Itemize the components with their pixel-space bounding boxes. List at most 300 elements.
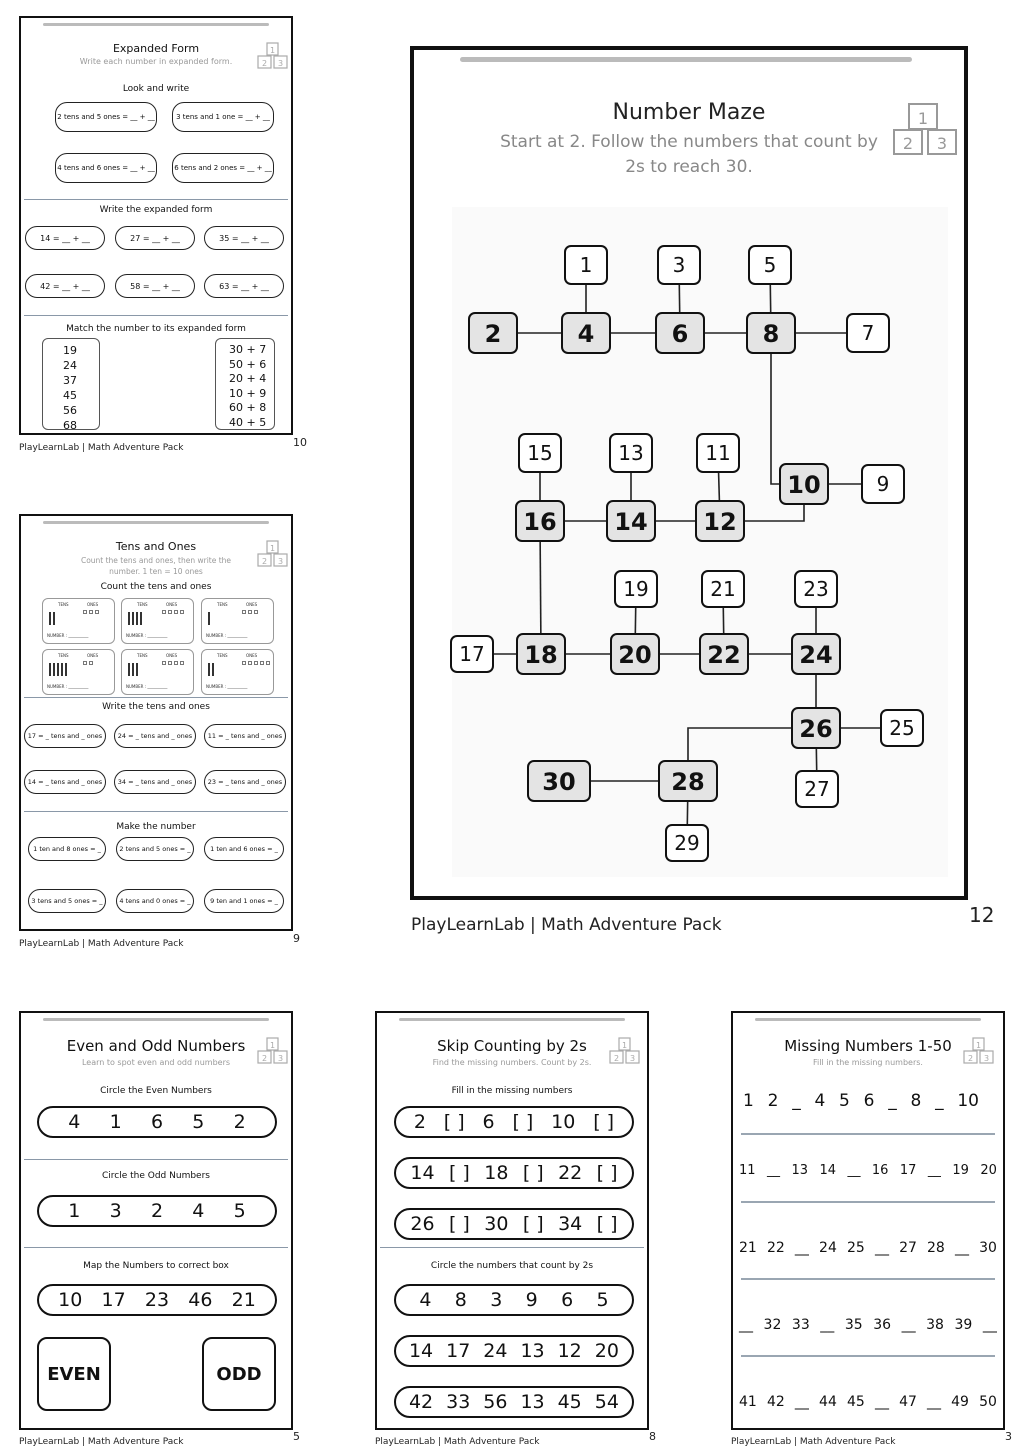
block-digit: 2: [261, 59, 268, 68]
node-label: 8: [762, 320, 780, 348]
match-number[interactable]: 19: [63, 344, 77, 357]
top-rule: [755, 1018, 982, 1021]
number-choice[interactable]: 4: [419, 1289, 432, 1311]
number-choice[interactable]: 24: [483, 1340, 508, 1362]
ten-rod: [128, 663, 130, 676]
answer-box[interactable]: 2 tens and 5 ones = __ + __: [55, 102, 157, 132]
sequence-number: 11: [739, 1163, 756, 1178]
answer-box[interactable]: 35 = __ + __: [204, 226, 284, 250]
top-rule: [399, 1018, 626, 1021]
maze-decoy-node[interactable]: [881, 710, 923, 746]
node-label: 27: [804, 777, 830, 801]
one-cube: [180, 661, 184, 665]
maze-path-node[interactable]: [780, 464, 828, 504]
number-choice[interactable]: 5: [233, 1200, 246, 1222]
sequence-number: 22: [766, 1240, 785, 1256]
page-subtitle-line-2: 2s to reach 30.: [625, 157, 753, 177]
answer-box[interactable]: 24 = _ tens and _ ones: [114, 724, 196, 748]
one-cube: [254, 661, 258, 665]
one-cube: [83, 661, 87, 665]
blank-slot[interactable]: __: [954, 1240, 969, 1256]
ten-rod: [132, 612, 134, 625]
node-label: 15: [527, 441, 553, 465]
maze-path-node[interactable]: [792, 634, 840, 674]
one-cube: [168, 610, 172, 614]
ten-rod: [208, 663, 210, 676]
number-choice[interactable]: 4: [192, 1200, 205, 1222]
sequence-number: 49: [951, 1394, 969, 1410]
one-cube: [174, 610, 178, 614]
missing-row: [739, 1317, 997, 1333]
ten-rod: [61, 663, 63, 676]
one-cube: [174, 661, 178, 665]
one-cube: [95, 610, 99, 614]
one-cube: [83, 610, 87, 614]
block-digit: 3: [277, 557, 284, 566]
number-choice[interactable]: 42: [408, 1391, 434, 1413]
section-divider: [24, 1247, 288, 1248]
ten-rod: [65, 663, 67, 676]
ten-rod: [49, 612, 51, 625]
row-divider: [741, 1133, 995, 1135]
footer-brand: PlayLearnLab | Math Adventure Pack: [19, 939, 184, 949]
number-choice[interactable]: 17: [101, 1289, 126, 1311]
sequence-number: 4: [814, 1091, 826, 1111]
number-choice[interactable]: 3: [109, 1200, 122, 1222]
page-number: 3: [1005, 1430, 1012, 1443]
fill-row: [394, 1157, 634, 1189]
sequence-number: 6: [482, 1111, 495, 1133]
answer-box[interactable]: 23 = _ tens and _ ones: [204, 770, 286, 794]
node-label: 9: [876, 472, 890, 496]
maze-path-node[interactable]: [469, 313, 517, 353]
answer-box[interactable]: 9 ten and 1 ones = _: [204, 889, 284, 913]
sequence-number: 6: [863, 1091, 875, 1111]
maze-decoy-node[interactable]: [610, 434, 652, 472]
ten-rod: [53, 663, 55, 676]
block-digit: 3: [983, 1054, 990, 1063]
blank-slot[interactable]: [ ]: [443, 1111, 465, 1133]
top-rule: [43, 23, 270, 26]
node-label: 24: [799, 641, 833, 669]
one-cube: [248, 610, 252, 614]
node-label: 25: [889, 716, 915, 740]
number-row: [37, 1195, 277, 1227]
page-number: 12: [969, 903, 995, 927]
top-rule: [43, 1018, 270, 1021]
missing-row: [739, 1394, 997, 1410]
number-choice[interactable]: 8: [454, 1289, 467, 1311]
node-label: 23: [803, 577, 829, 601]
tens-ones-cell: [42, 649, 115, 695]
section-heading: Map the Numbers to correct box: [83, 1261, 229, 1271]
node-label: 28: [671, 768, 705, 796]
ten-rod: [57, 663, 59, 676]
block-digit: 3: [936, 134, 948, 153]
tens-header: TENS: [217, 602, 228, 607]
maze-decoy-node[interactable]: [796, 771, 838, 807]
one-cube: [248, 661, 252, 665]
number-choice[interactable]: 14: [408, 1340, 434, 1362]
blank-slot[interactable]: __: [767, 1163, 780, 1178]
blank-slot[interactable]: __: [847, 1163, 861, 1178]
answer-box[interactable]: 4 tens and 0 ones = _: [116, 889, 194, 913]
answer-box[interactable]: 3 tens and 5 ones = _: [28, 889, 106, 913]
number-choice[interactable]: 13: [520, 1391, 545, 1413]
number-choice[interactable]: 6: [150, 1111, 164, 1133]
ten-rod: [53, 612, 55, 625]
match-left-column: [42, 338, 100, 430]
number-answer-line[interactable]: NUMBER : __________: [47, 633, 89, 638]
section-heading: Circle the Even Numbers: [100, 1086, 212, 1096]
one-cube: [162, 661, 166, 665]
block-digit: 1: [269, 1041, 276, 1050]
blank-slot[interactable]: _: [888, 1091, 897, 1111]
sequence-number: 1: [743, 1091, 754, 1111]
answer-box[interactable]: 42 = __ + __: [25, 274, 105, 298]
answer-box[interactable]: 4 tens and 6 ones = __ + __: [55, 153, 157, 183]
blank-slot[interactable]: [ ]: [596, 1162, 618, 1184]
page-subtitle: Fill in the missing numbers.: [813, 1058, 923, 1067]
page-number: 5: [293, 1430, 300, 1443]
node-label: 30: [542, 768, 576, 796]
section-divider: [24, 811, 288, 812]
number-choice[interactable]: 56: [483, 1391, 508, 1413]
tens-header: TENS: [217, 653, 228, 658]
top-rule: [43, 521, 270, 524]
number-answer-line[interactable]: NUMBER : __________: [126, 684, 168, 689]
page-title: Tens and Ones: [115, 540, 197, 553]
worksheet-skip-counting: [375, 1011, 649, 1430]
answer-box[interactable]: 11 = _ tens and _ ones: [204, 724, 286, 748]
maze-decoy-node[interactable]: [847, 314, 889, 352]
one-cube: [260, 661, 264, 665]
odd-box[interactable]: ODD: [202, 1337, 276, 1411]
one-cube: [180, 610, 184, 614]
ten-rod: [208, 612, 210, 625]
node-label: 2: [484, 320, 502, 348]
block-digit: 3: [629, 1054, 636, 1063]
section-heading: Count the tens and ones: [100, 582, 212, 592]
tens-ones-cell: [121, 649, 194, 695]
match-expression[interactable]: 20 + 4: [229, 372, 267, 385]
ten-rod: [132, 663, 134, 676]
section-divider: [24, 1159, 288, 1160]
maze-path-node[interactable]: [659, 761, 717, 801]
page-subtitle: Learn to spot even and odd numbers: [81, 1058, 231, 1067]
sequence-number: 28: [927, 1240, 945, 1256]
section-heading: Write the tens and ones: [102, 702, 210, 712]
sequence-number: 16: [871, 1163, 889, 1178]
number-blocks-icon: [257, 42, 289, 70]
sequence-number: 14: [410, 1162, 435, 1184]
number-choice[interactable]: 6: [561, 1289, 574, 1311]
page-title: Missing Numbers 1-50: [784, 1037, 952, 1055]
maze-decoy-node[interactable]: [615, 571, 657, 607]
one-cube: [162, 610, 166, 614]
maze-path-node[interactable]: [696, 501, 744, 541]
worksheet-missing-numbers: [731, 1011, 1005, 1430]
blank-slot[interactable]: __: [874, 1394, 889, 1410]
blank-slot[interactable]: [ ]: [448, 1213, 470, 1235]
ten-rod: [136, 663, 138, 676]
maze-path-node[interactable]: [607, 501, 655, 541]
row-divider: [741, 1201, 995, 1203]
number-choice[interactable]: 1: [109, 1111, 122, 1133]
section-heading: Look and write: [122, 84, 190, 94]
answer-box[interactable]: 2 tens and 5 ones = _: [116, 837, 194, 861]
number-choice[interactable]: 9: [525, 1289, 538, 1311]
number-answer-line[interactable]: NUMBER : __________: [47, 684, 89, 689]
page-subtitle: Count the tens and ones, then write the number. 1 ten = 10 ones: [80, 556, 232, 576]
worksheet-number-maze: [410, 46, 968, 900]
ten-rod: [128, 612, 130, 625]
maze-decoy-node[interactable]: [697, 434, 739, 472]
maze-path-node[interactable]: [700, 634, 748, 674]
node-label: 29: [674, 831, 700, 855]
ones-header: ONES: [166, 602, 178, 607]
maze-decoy-node[interactable]: [658, 246, 700, 284]
number-choice[interactable]: 54: [594, 1391, 619, 1413]
number-blocks-icon: [609, 1037, 641, 1065]
section-heading: Fill in the missing numbers: [451, 1086, 573, 1096]
node-label: 12: [703, 508, 737, 536]
node-label: 22: [707, 641, 741, 669]
section-divider: [24, 315, 288, 316]
blank-slot[interactable]: [ ]: [522, 1162, 544, 1184]
footer-brand: PlayLearnLab | Math Adventure Pack: [19, 1437, 184, 1447]
number-choice[interactable]: 13: [520, 1340, 545, 1362]
node-label: 18: [524, 641, 558, 669]
tens-ones-cell: [42, 598, 115, 644]
one-cube: [242, 661, 246, 665]
maze-decoy-node[interactable]: [702, 571, 744, 607]
match-expression[interactable]: 10 + 9: [229, 386, 267, 400]
node-label: 13: [618, 441, 644, 465]
blank-slot[interactable]: __: [820, 1317, 835, 1333]
blank-slot[interactable]: [ ]: [448, 1162, 470, 1184]
blank-slot[interactable]: __: [927, 1163, 941, 1178]
match-number[interactable]: 24: [63, 359, 77, 372]
node-label: 5: [763, 253, 777, 277]
ones-header: ONES: [246, 653, 258, 658]
number-choice[interactable]: 20: [594, 1340, 619, 1362]
block-digit: 2: [261, 1054, 268, 1063]
ones-header: ONES: [246, 602, 258, 607]
answer-box[interactable]: 58 = __ + __: [115, 274, 195, 298]
maze-path-node[interactable]: [656, 313, 704, 353]
number-choice[interactable]: 17: [446, 1340, 471, 1362]
blank-slot[interactable]: [ ]: [596, 1213, 618, 1235]
sequence-number: 22: [558, 1162, 583, 1184]
one-cube: [89, 661, 93, 665]
maze-decoy-node[interactable]: [795, 571, 837, 607]
sequence-number: 32: [763, 1317, 782, 1333]
worksheet-expanded-form: [19, 16, 293, 435]
blank-slot[interactable]: __: [927, 1394, 942, 1410]
answer-box[interactable]: 3 tens and 1 one = __ + __: [172, 102, 274, 132]
match-expression[interactable]: 50 + 6: [229, 357, 267, 371]
number-choice[interactable]: 23: [144, 1289, 170, 1311]
match-expression[interactable]: 40 + 5: [229, 415, 267, 429]
maze-path-node[interactable]: [528, 761, 590, 801]
tens-header: TENS: [137, 653, 148, 658]
node-label: 11: [705, 441, 731, 465]
number-blocks-icon: [257, 1037, 289, 1065]
answer-box[interactable]: 17 = _ tens and _ ones: [24, 724, 106, 748]
page-number: 8: [649, 1430, 656, 1443]
section-heading: Circle the Odd Numbers: [102, 1171, 210, 1181]
page-number: 10: [293, 436, 307, 449]
sequence-number: 45: [846, 1394, 865, 1410]
number-answer-line[interactable]: NUMBER : __________: [126, 633, 168, 638]
number-row: [394, 1386, 634, 1418]
sequence-number: 13: [791, 1163, 808, 1178]
number-choice[interactable]: 5: [192, 1111, 205, 1133]
answer-box[interactable]: 14 = _ tens and _ ones: [24, 770, 106, 794]
worksheet-tens-and-ones: [19, 514, 293, 931]
node-label: 20: [618, 641, 652, 669]
fill-row: [394, 1208, 634, 1240]
block-digit: 3: [277, 59, 284, 68]
number-blocks-icon: [257, 540, 289, 568]
number-choice[interactable]: 45: [557, 1391, 582, 1413]
number-choice[interactable]: 12: [557, 1340, 582, 1362]
ten-rod: [49, 663, 51, 676]
maze-path-node[interactable]: [517, 634, 565, 674]
block-digit: 2: [902, 134, 914, 153]
one-cube: [89, 610, 93, 614]
maze-path-node[interactable]: [611, 634, 659, 674]
sequence-number: 18: [484, 1162, 509, 1184]
section-heading: Make the number: [116, 822, 196, 832]
sequence-number: 2: [413, 1111, 426, 1133]
maze-path-node[interactable]: [792, 708, 840, 748]
match-number[interactable]: 37: [63, 374, 77, 387]
number-choice[interactable]: 33: [446, 1391, 471, 1413]
node-label: 17: [459, 642, 485, 666]
maze-decoy-node[interactable]: [565, 246, 607, 284]
section-heading: Circle the numbers that count by 2s: [430, 1261, 594, 1271]
block-digit: 1: [975, 1041, 982, 1050]
maze-decoy-node[interactable]: [519, 434, 561, 472]
maze-decoy-node[interactable]: [451, 636, 493, 672]
blank-slot[interactable]: [ ]: [522, 1213, 544, 1235]
sequence-number: 14: [819, 1163, 836, 1178]
number-choice[interactable]: 1: [68, 1200, 81, 1222]
number-choice[interactable]: 2: [233, 1111, 246, 1133]
blank-slot[interactable]: [ ]: [512, 1111, 534, 1133]
sequence-number: 17: [899, 1163, 917, 1178]
ten-rod: [136, 612, 138, 625]
block-digit: 2: [967, 1054, 974, 1063]
page-subtitle: Write each number in expanded form.: [79, 57, 233, 66]
answer-box[interactable]: 1 ten and 8 ones = _: [28, 837, 106, 861]
blank-slot[interactable]: __: [874, 1240, 889, 1256]
number-row: [37, 1284, 277, 1316]
match-number[interactable]: 45: [63, 389, 77, 402]
blank-slot[interactable]: __: [794, 1240, 809, 1256]
page-title: Number Maze: [612, 100, 766, 125]
match-expression[interactable]: 60 + 8: [229, 401, 267, 414]
maze-path-node[interactable]: [516, 501, 564, 541]
blank-slot[interactable]: __: [982, 1317, 997, 1333]
node-label: 10: [787, 471, 821, 499]
answer-box[interactable]: 63 = __ + __: [204, 274, 284, 298]
section-heading: Match the number to its expanded form: [66, 324, 246, 334]
match-number[interactable]: 68: [63, 419, 77, 432]
maze-decoy-node[interactable]: [749, 246, 791, 284]
maze-decoy-node[interactable]: [666, 825, 708, 861]
blank-slot[interactable]: __: [794, 1394, 809, 1410]
ones-header: ONES: [87, 602, 99, 607]
one-cube: [242, 610, 246, 614]
answer-box[interactable]: 1 ten and 6 ones = _: [204, 837, 284, 861]
blank-slot[interactable]: _: [792, 1091, 801, 1111]
maze-path-node[interactable]: [747, 313, 795, 353]
number-choice[interactable]: 2: [150, 1200, 164, 1222]
tens-ones-cell: [201, 649, 274, 695]
sequence-number: 26: [410, 1213, 435, 1235]
node-label: 16: [523, 508, 557, 536]
block-digit: 1: [917, 109, 929, 128]
sequence-number: 21: [739, 1240, 757, 1256]
answer-box[interactable]: 14 = __ + __: [25, 226, 105, 250]
number-choice[interactable]: 21: [231, 1289, 256, 1311]
number-row: [394, 1284, 634, 1316]
block-digit: 1: [269, 46, 276, 55]
section-divider: [24, 697, 288, 698]
sequence-number: 36: [873, 1317, 892, 1333]
sequence-number: 35: [844, 1317, 863, 1333]
block-digit: 1: [621, 1041, 628, 1050]
maze-path-node[interactable]: [562, 313, 610, 353]
answer-box[interactable]: 27 = __ + __: [115, 226, 195, 250]
sequence-number: 8: [910, 1091, 922, 1111]
node-label: 1: [579, 253, 593, 277]
blank-slot[interactable]: [ ]: [593, 1111, 615, 1133]
number-choice[interactable]: 46: [188, 1289, 213, 1311]
sequence-number: 39: [954, 1317, 973, 1333]
answer-box[interactable]: 34 = _ tens and _ ones: [114, 770, 196, 794]
sequence-number: 30: [484, 1213, 509, 1235]
answer-box[interactable]: 6 tens and 2 ones = __ + __: [172, 153, 274, 183]
tens-ones-cell: [121, 598, 194, 644]
blank-slot[interactable]: __: [739, 1317, 753, 1333]
section-heading: Write the expanded form: [99, 205, 213, 215]
number-choice[interactable]: 5: [596, 1289, 609, 1311]
number-choice[interactable]: 4: [68, 1111, 81, 1133]
even-box[interactable]: EVEN: [37, 1337, 111, 1411]
sequence-number: 10: [551, 1111, 576, 1133]
match-number[interactable]: 56: [63, 404, 77, 417]
blank-slot[interactable]: __: [901, 1317, 916, 1333]
row-divider: [741, 1278, 995, 1280]
number-answer-line[interactable]: NUMBER : __________: [206, 684, 248, 689]
maze-decoy-node[interactable]: [862, 465, 904, 503]
block-digit: 3: [277, 1054, 284, 1063]
sequence-number: 27: [899, 1240, 917, 1256]
match-expression[interactable]: 30 + 7: [229, 343, 267, 356]
one-cube: [254, 610, 258, 614]
sequence-number: 50: [979, 1394, 997, 1410]
number-answer-line[interactable]: NUMBER : __________: [206, 633, 248, 638]
blank-slot[interactable]: _: [935, 1091, 944, 1111]
number-choice[interactable]: 3: [490, 1289, 503, 1311]
page-subtitle: Find the missing numbers. Count by 2s.: [432, 1058, 592, 1067]
sequence-number: 10: [957, 1091, 979, 1111]
number-choice[interactable]: 10: [58, 1289, 83, 1311]
